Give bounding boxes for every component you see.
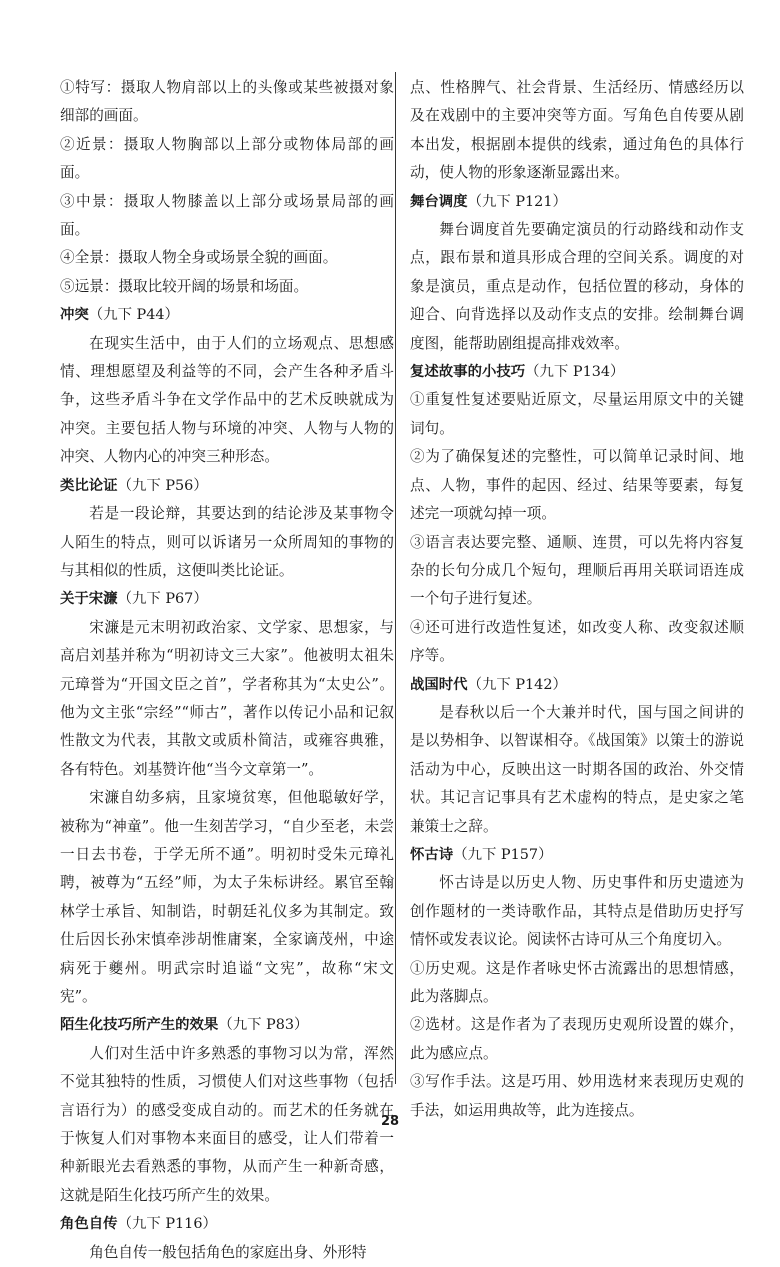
heading-title: 类比论证 bbox=[60, 477, 118, 494]
page-reference: （九下 P121） bbox=[467, 193, 567, 210]
shot-type-item: ⑤远景：摄取比较开阔的场景和场面。 bbox=[60, 277, 309, 295]
heading-title: 复述故事的小技巧 bbox=[410, 364, 526, 381]
paragraph-continued: 点、性格脾气、社会背景、生活经历、情感经历以及在戏剧中的主要冲突等方面。写角色自传要从剧本出发，根据剧本提供的线索，通过角色的具体行动，使人物的形象逐渐显露出来。 bbox=[410, 79, 744, 182]
page-reference: （九下 P157） bbox=[453, 846, 553, 863]
shot-type-item: ②近景：摄取人物胸部以上部分或物体局部的画面。 bbox=[60, 135, 394, 182]
heading-title: 陌生化技巧所产生的效果 bbox=[60, 1017, 219, 1034]
paragraph: 怀古诗是以历史人物、历史事件和历史遗迹为创作题材的一类诗歌作品，其特点是借助历史抒写情怀或发表议论。阅读怀古诗可从三个角度切入。 bbox=[410, 874, 744, 949]
list-item: ③语言表达要完整、通顺、连贯，可以先将内容复杂的长句分成几个短句，理顺后再用关联词语连成一个句子进行复述。 bbox=[410, 533, 744, 608]
heading-title: 舞台调度 bbox=[410, 193, 468, 210]
section-heading-songlian bbox=[60, 585, 394, 613]
section-heading-zhanguo bbox=[410, 671, 744, 699]
list-item: ②选材。这是作者为了表现历史观所设置的媒介，此为感应点。 bbox=[410, 1016, 744, 1062]
paragraph: 人们对生活中许多熟悉的事物习以为常，浑然不觉其独特的性质，习惯使人们对这些事物（包括言语行为）的感受变成自动的。而艺术的任务就在于恢复人们对事物本来面目的感受，让人们带着一种新眼光去看熟悉的事物，从而产生一种新奇感，这就是陌生化技巧所产生的效果。 bbox=[60, 1044, 394, 1204]
list-item: ①重复性复述要贴近原文，尽量运用原文中的关键词句。 bbox=[410, 391, 744, 437]
page-reference: （九下 P83） bbox=[218, 1017, 309, 1034]
paragraph: 若是一段论辩，其要达到的结论涉及某事物令人陌生的特点，则可以诉诸另一众所周知的事物的与其相似的性质，这便叫类比论证。 bbox=[60, 505, 394, 579]
shot-type-item: ③中景：摄取人物膝盖以上部分或场景局部的画面。 bbox=[60, 192, 394, 239]
shot-type-item: ④全景：摄取人物全身或场景全貌的画面。 bbox=[60, 249, 338, 267]
page-reference: （九下 P134） bbox=[525, 364, 625, 381]
list-item: ③写作手法。这是巧用、妙用选材来表现历史观的手法，如运用典故等，此为连接点。 bbox=[410, 1073, 744, 1119]
paragraph: 在现实生活中，由于人们的立场观点、思想感情、理想愿望及利益等的不同，会产生各种矛盾斗争，这些矛盾斗争在文学作品中的艺术反映就成为冲突。主要包括人物与环境的冲突、人物与人物的冲突、人物内心的冲突三种形态。 bbox=[60, 334, 394, 466]
section-heading-chongtu bbox=[60, 301, 394, 329]
section-heading-huaigu bbox=[410, 841, 744, 869]
shot-type-item: ①特写：摄取人物肩部以上的头像或某些被摄对象细部的画面。 bbox=[60, 79, 394, 125]
heading-title: 冲突 bbox=[60, 307, 89, 324]
heading-title: 角色自传 bbox=[60, 1216, 118, 1233]
page-reference: （九下 P116） bbox=[117, 1216, 217, 1233]
list-item: ①历史观。这是作者咏史怀古流露出的思想情感，此为落脚点。 bbox=[410, 959, 744, 1005]
paragraph: 舞台调度首先要确定演员的行动路线和动作支点，跟布景和道具形成合理的空间关系。调度的对象是演员，重点是动作，包括位置的移动，身体的迎合、向背选择以及动作支点的安排。绘制舞台调度图，能帮助剧组提高排戏效率。 bbox=[410, 221, 744, 352]
paragraph: 宋濂自幼多病，且家境贫寒，但他聪敏好学，被称为“神童”。他一生刻苦学习，“自少至老，未尝一日去书卷，于学无所不通”。明初时受朱元璋礼聘，被尊为“五经”师，为太子朱标讲经。累官至翰林学士承旨、知制诰，时朝廷礼仪多为其制定。致仕后因长孙宋慎牵涉胡惟庸案，全家谪茂州，中途病死于夔州。明武宗时追谥“文宪”，故称“宋文宪”。 bbox=[60, 789, 394, 1005]
page-reference: （九下 P44） bbox=[88, 307, 179, 324]
heading-title: 怀古诗 bbox=[410, 846, 454, 863]
paragraph: 是春秋以后一个大兼并时代，国与国之间讲的是以势相争、以智谋相夺。《战国策》以策士的游说活动为中心，反映出这一时期各国的政治、外交情状。其记言记事具有艺术虚构的特点，是史家之笔兼策士之辞。 bbox=[410, 703, 744, 835]
section-heading-leibi bbox=[60, 472, 394, 500]
page-reference: （九下 P56） bbox=[117, 477, 208, 494]
column-divider bbox=[395, 72, 396, 1084]
page-number: 28 bbox=[380, 1114, 400, 1129]
paragraph: 角色自传一般包括角色的家庭出身、外形特 bbox=[89, 1243, 367, 1261]
page-reference: （九下 P67） bbox=[117, 591, 208, 608]
section-heading-fushu bbox=[410, 358, 744, 386]
paragraph: 宋濂是元末明初政治家、文学家、思想家，与高启刘基并称为“明初诗文三大家”。他被明太祖朱元璋誉为“开国文臣之首”，学者称其为“太史公”。他为文主张“宗经”“师古”，著作以传记小品和记叙性散文为代表，其散文或质朴简洁，或雍容典雅，各有特色。刘基赞许他“当今文章第一”。 bbox=[60, 618, 394, 778]
section-heading-wutai bbox=[410, 188, 744, 216]
heading-title: 战国时代 bbox=[410, 676, 468, 693]
list-item: ④还可进行改造性复述，如改变人称、改变叙述顺序等。 bbox=[410, 618, 744, 665]
list-item: ②为了确保复述的完整性，可以简单记录时间、地点、人物，事件的起因、经过、结果等要素，每复述完一项就勾掉一项。 bbox=[410, 448, 744, 523]
page-reference: （九下 P142） bbox=[467, 676, 567, 693]
section-heading-moshenghua bbox=[60, 1011, 394, 1039]
right-column bbox=[410, 74, 744, 1125]
section-heading-juese bbox=[60, 1210, 394, 1238]
heading-title: 关于宋濂 bbox=[60, 591, 118, 608]
left-column bbox=[60, 74, 394, 1267]
